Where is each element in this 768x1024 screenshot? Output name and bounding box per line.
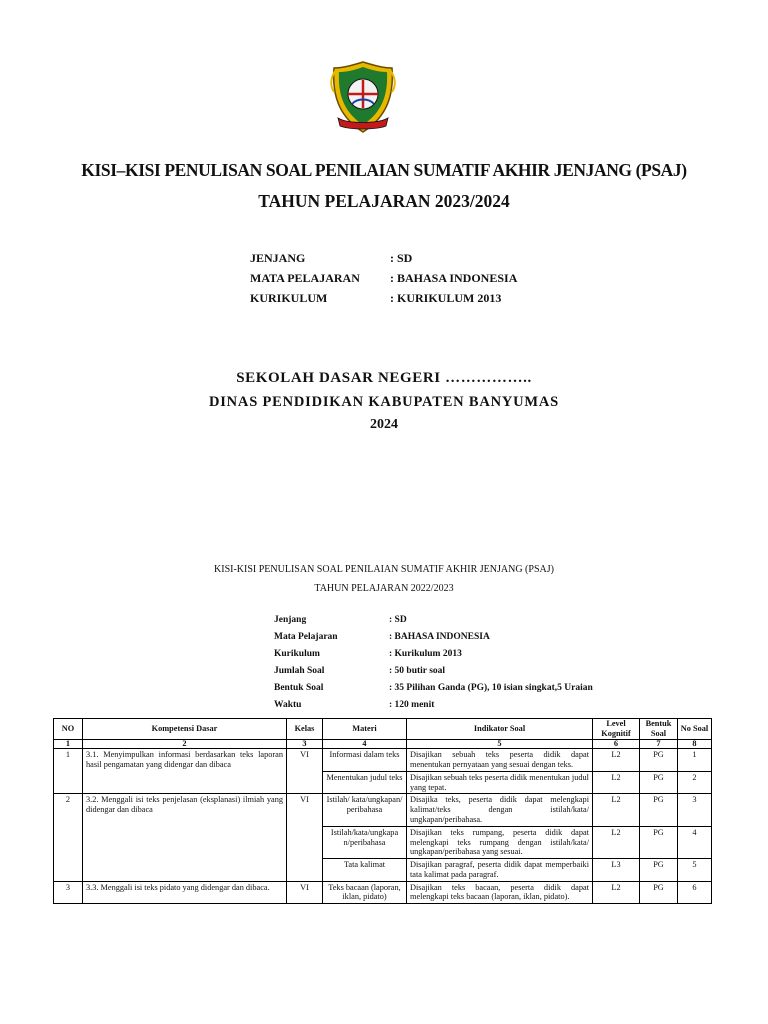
- cell-indikator: Disajika teks, peserta didik dapat melengkapi kalimat/teks dengan istilah/kata/ ungkapan/peribahasa.: [407, 794, 593, 826]
- cell-indikator: Disajikan teks bacaan, peserta didik dapat melengkapi teks bacaan (laporan, iklan, pidato).: [407, 881, 593, 904]
- cell-kompetensi-dasar: 3.1. Menyimpulkan informasi berdasarkan teks laporan hasil pengamatan yang didengar dan dibaca: [83, 749, 287, 794]
- col-number: 1: [54, 739, 83, 749]
- cell-kompetensi-dasar: 3.3. Menggali isi teks pidato yang didengar dan dibaca.: [83, 881, 287, 904]
- cell-bentuk: PG: [640, 749, 678, 772]
- cell-materi: Tata kalimat: [323, 859, 407, 882]
- col-number: 7: [640, 739, 678, 749]
- s2-meta-value-waktu: : 120 menit: [389, 700, 435, 710]
- cell-kelas: VI: [287, 881, 323, 904]
- s2-meta-label-jenjang: Jenjang: [274, 615, 307, 625]
- cell-indikator: Disajikan sebuah teks peserta didik menentukan judul yang tepat.: [407, 771, 593, 794]
- s2-meta-label-kurikulum: Kurikulum: [274, 649, 320, 659]
- cell-no-soal: 1: [678, 749, 712, 772]
- cell-bentuk: PG: [640, 826, 678, 858]
- cell-materi: Istilah/ kata/ungkapan/ peribahasa: [323, 794, 407, 826]
- table-header-row: [54, 719, 712, 740]
- cover-meta-value-jenjang: : SD: [390, 251, 413, 265]
- header-kelas: Kelas: [287, 719, 323, 740]
- cell-no: 2: [54, 794, 83, 881]
- cell-no-soal: 5: [678, 859, 712, 882]
- cover-meta-value-kurikulum: : KURIKULUM 2013: [390, 291, 502, 305]
- table-row: [54, 749, 712, 772]
- school-name: SEKOLAH DASAR NEGERI ……………..: [236, 370, 532, 386]
- s2-meta-value-kurikulum: : Kurikulum 2013: [389, 649, 462, 659]
- cell-no-soal: 4: [678, 826, 712, 858]
- cell-no: 1: [54, 749, 83, 794]
- table-row: [54, 881, 712, 904]
- section2-title-line1: KISI-KISI PENULISAN SOAL PENILAIAN SUMATIF AKHIR JENJANG (PSAJ): [214, 564, 554, 575]
- cell-level: L2: [593, 749, 640, 772]
- s2-meta-label-waktu: Waktu: [274, 700, 302, 710]
- school-year: 2024: [370, 417, 398, 432]
- cell-bentuk: PG: [640, 794, 678, 826]
- cover-meta-value-mapel: : BAHASA INDONESIA: [390, 271, 518, 285]
- section2-title-line2: TAHUN PELAJARAN 2022/2023: [314, 583, 454, 594]
- cell-no-soal: 2: [678, 771, 712, 794]
- s2-meta-label-bentuk: Bentuk Soal: [274, 683, 324, 693]
- s2-meta-label-mapel: Mata Pelajaran: [274, 632, 338, 642]
- col-number: 8: [678, 739, 712, 749]
- cell-level: L2: [593, 794, 640, 826]
- cell-level: L2: [593, 881, 640, 904]
- header-indikator-soal: Indikator Soal: [407, 719, 593, 740]
- s2-meta-value-mapel: : BAHASA INDONESIA: [389, 632, 490, 642]
- cell-bentuk: PG: [640, 771, 678, 794]
- cover-title-line1: KISI–KISI PENULISAN SOAL PENILAIAN SUMATIF AKHIR JENJANG (PSAJ): [81, 160, 687, 180]
- col-number: 4: [323, 739, 407, 749]
- cell-bentuk: PG: [640, 881, 678, 904]
- s2-meta-label-jumlah: Jumlah Soal: [274, 666, 325, 676]
- cell-kompetensi-dasar: 3.2. Menggali isi teks penjelasan (eksplanasi) ilmiah yang didengar dan dibaca: [83, 794, 287, 881]
- cell-no-soal: 6: [678, 881, 712, 904]
- header-level-kognitif: Level Kognitif: [593, 719, 640, 740]
- table-row: [54, 794, 712, 826]
- cover-meta-label-jenjang: JENJANG: [250, 251, 306, 265]
- cell-materi: Istilah/kata/ungkapa n/peribahasa: [323, 826, 407, 858]
- cell-materi: Informasi dalam teks: [323, 749, 407, 772]
- cell-level: L3: [593, 859, 640, 882]
- col-number: 3: [287, 739, 323, 749]
- cell-kelas: VI: [287, 794, 323, 881]
- cover-meta-label-kurikulum: KURIKULUM: [250, 291, 328, 305]
- header-bentuk-soal: Bentuk Soal: [640, 719, 678, 740]
- cell-indikator: Disajikan paragraf, peserta didik dapat memperbaiki tata kalimat pada paragraf.: [407, 859, 593, 882]
- header-kompetensi-dasar: Kompetensi Dasar: [83, 719, 287, 740]
- cell-level: L2: [593, 771, 640, 794]
- col-number: 5: [407, 739, 593, 749]
- s2-meta-value-jumlah: : 50 butir soal: [389, 666, 446, 676]
- kisi-kisi-table: [53, 718, 712, 904]
- col-number: 6: [593, 739, 640, 749]
- cell-no: 3: [54, 881, 83, 904]
- s2-meta-value-bentuk: : 35 Pilihan Ganda (PG), 10 isian singkat,5 Uraian: [389, 683, 593, 693]
- header-no-soal: No Soal: [678, 719, 712, 740]
- agency-name: DINAS PENDIDIKAN KABUPATEN BANYUMAS: [208, 394, 560, 410]
- cell-kelas: VI: [287, 749, 323, 794]
- cell-indikator: Disajikan sebuah teks peserta didik dapat menentukan pernyataan yang sesuai dengan teks.: [407, 749, 593, 772]
- cell-bentuk: PG: [640, 859, 678, 882]
- cell-materi: Teks bacaan (laporan, iklan, pidato): [323, 881, 407, 904]
- cover-meta-label-mapel: MATA PELAJARAN: [250, 271, 360, 285]
- s2-meta-value-jenjang: : SD: [389, 615, 407, 625]
- cell-indikator: Disajikan teks rumpang, peserta didik dapat melengkapi teks rumpang dengan istilah/kata/ ungkapan/peribahasa yang sesuai.: [407, 826, 593, 858]
- cell-level: L2: [593, 826, 640, 858]
- cell-no-soal: 3: [678, 794, 712, 826]
- cover-title-line2: TAHUN PELAJARAN 2023/2024: [258, 191, 510, 211]
- banyumas-emblem-icon: [326, 60, 400, 134]
- col-number: 2: [83, 739, 287, 749]
- column-number-row: [54, 739, 712, 749]
- header-materi: Materi: [323, 719, 407, 740]
- cell-materi: Menentukan judul teks: [323, 771, 407, 794]
- header-no: NO: [54, 719, 83, 740]
